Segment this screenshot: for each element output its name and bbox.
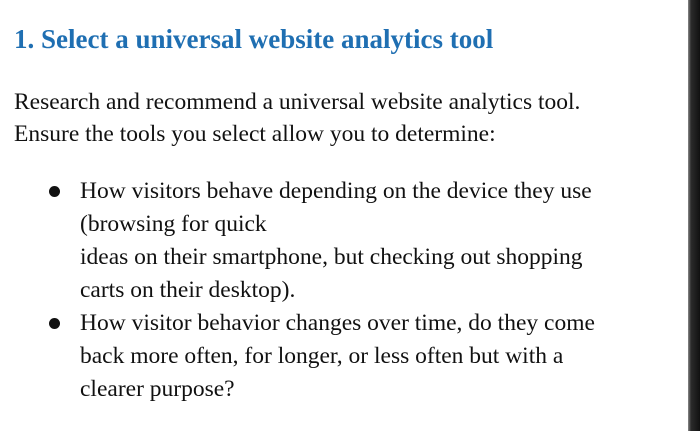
list-item-line: How visitors behave depending on the device they use [80, 178, 592, 204]
list-item-line: How visitor behavior changes over time, do they come [80, 310, 595, 336]
list-item-line: clearer purpose? [80, 376, 235, 402]
page-edge-border [688, 0, 700, 431]
list-item [0, 307, 595, 406]
bullet-dot-icon [49, 186, 60, 197]
intro-line: Research and recommend a universal website analytics tool. [14, 89, 581, 115]
requirements-list [0, 175, 595, 406]
intro-line: Ensure the tools you select allow you to determine: [14, 121, 496, 147]
list-item-line: ideas on their smartphone, but checking out shopping [80, 244, 583, 270]
list-item-line: (browsing for quick [80, 211, 267, 237]
list-item [0, 175, 595, 307]
list-item-line: back more often, for longer, or less often but with a [80, 343, 564, 369]
intro-paragraph [14, 86, 580, 150]
bullet-dot-icon [49, 318, 60, 329]
section-heading: 1. Select a universal website analytics tool [14, 24, 494, 54]
list-item-line: carts on their desktop). [80, 277, 296, 303]
